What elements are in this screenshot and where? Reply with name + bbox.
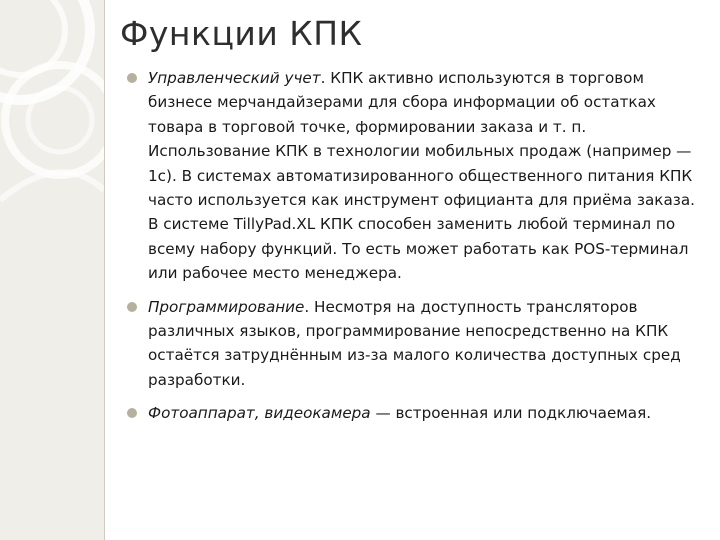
decorative-side-panel [0,0,104,540]
slide-title: Функции КПК [120,14,363,53]
bullet-term: Фотоаппарат, видеокамера [148,404,371,423]
bullet-icon [127,302,137,312]
bullet-icon [127,408,137,418]
bullet-text: . КПК активно используются в торговом бизнесе мерчандайзерами для сбора информации об остатках товара в торговой точке, формировании заказа и т. п. Использование КПК в технологии мобильных продаж (например — 1с). В системах автоматизированного общественного питания КПК часто используется как инструмент официанта для приёма заказа. В системе TillyPad.XL КПК способен заменить любой терминал по всему набору функций. То есть может работать как POS-терминал или рабочее место менеджера. [148,69,695,283]
bullet-text: . Несмотря на доступность трансляторов различных языков, программирование непосредственно на КПК остаётся затруднённым из-за малого количества доступных сред разработки. [148,297,681,389]
bullet-list [120,66,710,435]
bullet-term: Управленческий учет [148,69,321,87]
bullet-item-management [120,66,710,286]
bullet-term: Программирование [148,297,305,316]
swirl-decoration [0,0,104,540]
bullet-item-programming [120,295,710,393]
panel-divider [104,0,105,540]
bullet-icon [127,73,137,83]
bullet-item-camera [120,401,710,425]
bullet-text: — встроенная или подключаемая. [370,404,652,423]
